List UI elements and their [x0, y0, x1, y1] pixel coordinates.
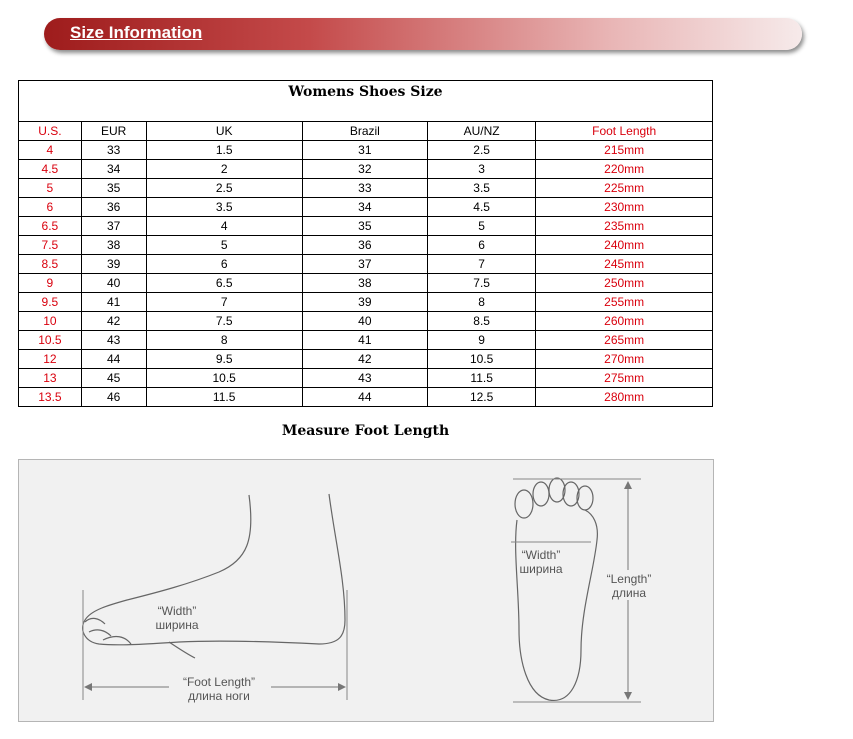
table-cell: 38	[302, 274, 427, 293]
table-cell: 6.5	[19, 217, 82, 236]
table-cell: 270mm	[536, 350, 713, 369]
table-cell: 5	[427, 217, 535, 236]
banner-title: Size Information	[70, 23, 203, 42]
table-cell: 280mm	[536, 388, 713, 407]
table-cell: 12	[19, 350, 82, 369]
table-cell: 9	[427, 331, 535, 350]
table-cell: 34	[81, 160, 146, 179]
table-row	[19, 255, 713, 274]
table-row	[19, 350, 713, 369]
table-cell: 10.5	[427, 350, 535, 369]
table-cell: 2	[146, 160, 302, 179]
column-header: Foot Length	[536, 122, 713, 141]
column-header: AU/NZ	[427, 122, 535, 141]
column-header: Brazil	[302, 122, 427, 141]
table-cell: 35	[302, 217, 427, 236]
womens-size-table	[18, 80, 713, 407]
table-cell: 7	[427, 255, 535, 274]
table-cell: 13.5	[19, 388, 82, 407]
table-cell: 6	[146, 255, 302, 274]
table-cell: 10.5	[19, 331, 82, 350]
table-cell: 8.5	[427, 312, 535, 331]
table-cell: 7.5	[19, 236, 82, 255]
table-row	[19, 160, 713, 179]
table-cell: 8	[146, 331, 302, 350]
table-cell: 250mm	[536, 274, 713, 293]
table-cell: 35	[81, 179, 146, 198]
table-row	[19, 293, 713, 312]
table-cell: 3.5	[146, 198, 302, 217]
table-row	[19, 388, 713, 407]
table-cell: 36	[302, 236, 427, 255]
table-cell: 9.5	[19, 293, 82, 312]
table-cell: 13	[19, 369, 82, 388]
table-cell: 265mm	[536, 331, 713, 350]
table-cell: 44	[81, 350, 146, 369]
table-cell: 32	[302, 160, 427, 179]
table-cell: 7.5	[146, 312, 302, 331]
foot-measure-diagram	[18, 459, 714, 722]
table-cell: 43	[302, 369, 427, 388]
table-cell: 4.5	[427, 198, 535, 217]
table-cell: 44	[302, 388, 427, 407]
table-header-row	[19, 122, 713, 141]
table-cell: 6	[19, 198, 82, 217]
table-cell: 31	[302, 141, 427, 160]
table-cell: 6.5	[146, 274, 302, 293]
table-row	[19, 179, 713, 198]
table-row	[19, 274, 713, 293]
table-cell: 2.5	[427, 141, 535, 160]
table-cell: 2.5	[146, 179, 302, 198]
size-information-banner	[44, 18, 802, 50]
table-cell: 220mm	[536, 160, 713, 179]
table-cell: 9	[19, 274, 82, 293]
table-body	[19, 141, 713, 407]
table-cell: 255mm	[536, 293, 713, 312]
table-cell: 42	[302, 350, 427, 369]
side-width-label: “Width” ширина	[155, 604, 199, 632]
table-cell: 10.5	[146, 369, 302, 388]
table-cell: 215mm	[536, 141, 713, 160]
table-cell: 4.5	[19, 160, 82, 179]
table-cell: 230mm	[536, 198, 713, 217]
table-title: Womens Shoes Size	[19, 81, 713, 122]
table-cell: 9.5	[146, 350, 302, 369]
table-cell: 38	[81, 236, 146, 255]
table-cell: 8.5	[19, 255, 82, 274]
length-label: “Length” длина	[606, 572, 652, 600]
table-cell: 235mm	[536, 217, 713, 236]
table-cell: 275mm	[536, 369, 713, 388]
table-cell: 5	[146, 236, 302, 255]
table-cell: 33	[302, 179, 427, 198]
table-row	[19, 369, 713, 388]
table-cell: 225mm	[536, 179, 713, 198]
top-foot-outline	[515, 478, 597, 700]
table-cell: 39	[81, 255, 146, 274]
table-row	[19, 141, 713, 160]
table-cell: 37	[81, 217, 146, 236]
foot-length-label: “Foot Length” длина ноги	[182, 675, 256, 703]
table-cell: 34	[302, 198, 427, 217]
table-cell: 11.5	[427, 369, 535, 388]
table-cell: 45	[81, 369, 146, 388]
table-row	[19, 331, 713, 350]
table-cell: 6	[427, 236, 535, 255]
column-header: EUR	[81, 122, 146, 141]
table-cell: 7.5	[427, 274, 535, 293]
table-cell: 12.5	[427, 388, 535, 407]
table-cell: 4	[146, 217, 302, 236]
table-cell: 41	[302, 331, 427, 350]
table-cell: 10	[19, 312, 82, 331]
table-cell: 3	[427, 160, 535, 179]
table-cell: 260mm	[536, 312, 713, 331]
table-cell: 33	[81, 141, 146, 160]
top-width-label: “Width” ширина	[519, 548, 563, 576]
table-cell: 37	[302, 255, 427, 274]
table-cell: 36	[81, 198, 146, 217]
table-row	[19, 312, 713, 331]
table-cell: 46	[81, 388, 146, 407]
table-cell: 7	[146, 293, 302, 312]
column-header: UK	[146, 122, 302, 141]
table-row	[19, 217, 713, 236]
table-cell: 42	[81, 312, 146, 331]
side-foot-outline	[83, 494, 345, 658]
table-cell: 11.5	[146, 388, 302, 407]
table-cell: 245mm	[536, 255, 713, 274]
table-cell: 1.5	[146, 141, 302, 160]
table-cell: 43	[81, 331, 146, 350]
table-cell: 40	[302, 312, 427, 331]
table-cell: 41	[81, 293, 146, 312]
table-row	[19, 198, 713, 217]
table-cell: 3.5	[427, 179, 535, 198]
table-cell: 5	[19, 179, 82, 198]
table-cell: 8	[427, 293, 535, 312]
table-row	[19, 236, 713, 255]
table-cell: 39	[302, 293, 427, 312]
table-cell: 240mm	[536, 236, 713, 255]
column-header: U.S.	[19, 122, 82, 141]
table-cell: 40	[81, 274, 146, 293]
measure-title: Measure Foot Length	[281, 423, 450, 439]
table-cell: 4	[19, 141, 82, 160]
